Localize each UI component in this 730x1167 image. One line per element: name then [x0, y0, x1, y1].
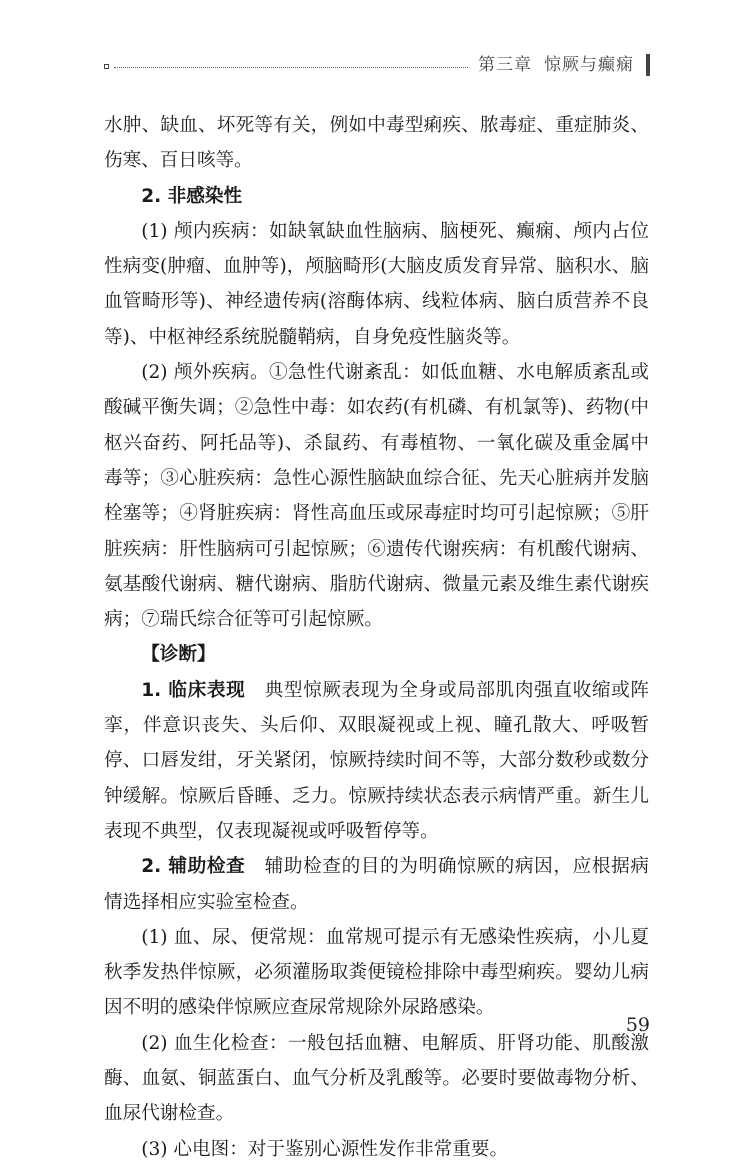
auxiliary-lead: 2. 辅助检查	[141, 856, 246, 878]
paragraph-clinical	[104, 673, 649, 849]
clinical-lead: 1. 临床表现	[141, 679, 246, 701]
header-title	[478, 52, 634, 78]
page-body	[104, 108, 649, 1167]
section-heading-noninfectious: 2. 非感染性	[141, 185, 243, 207]
header-dotted-rule	[114, 67, 468, 68]
header-bar	[646, 54, 650, 76]
header-square-icon	[104, 64, 109, 69]
auxiliary-text: 辅助检查的目的为明确惊厥的病因，应根据病情选择相应实验室检查。	[104, 856, 649, 913]
paragraph-intracranial: (1) 颅内疾病：如缺氧缺血性脑病、脑梗死、癫痫、颅内占位性病变(肿瘤、血肿等)，颅脑畸形(大脑皮质发育异常、脑积水、脑血管畸形等)、神经遗传病(溶酶体病、线粒体病、脑白质营养不良等)、中枢神经系统脱髓鞘病，自身免疫性脑炎等。	[104, 220, 649, 348]
running-header	[0, 50, 730, 80]
paragraph-auxiliary	[104, 849, 649, 920]
clinical-text: 典型惊厥表现为全身或局部肌肉强直收缩或阵挛，伴意识丧失、头后仰、双眼凝视或上视、瞳孔散大、呼吸暂停、口唇发绀，牙关紧闭，惊厥持续时间不等，大部分数秒或数分钟缓解。惊厥后昏睡、乏力。惊厥持续状态表示病情严重。新生儿表现不典型，仅表现凝视或呼吸暂停等。	[104, 679, 649, 842]
paragraph-routine: (1) 血、尿、便常规：血常规可提示有无感染性疾病，小儿夏秋季发热伴惊厥，必须灌肠取粪便镜检排除中毒型痢疾。婴幼儿病因不明的感染伴惊厥应查尿常规除外尿路感染。	[104, 926, 649, 1019]
paragraph-continuation: 水肿、缺血、坏死等有关，例如中毒型痢疾、脓毒症、重症肺炎、伤寒、百日咳等。	[104, 115, 649, 172]
paragraph-biochem: (2) 血生化检查：一般包括血糖、电解质、肝肾功能、肌酸激酶、血氨、铜蓝蛋白、血气分析及乳酸等。必要时要做毒物分析、血尿代谢检查。	[104, 1032, 649, 1125]
header-chapter: 第三章	[478, 55, 532, 75]
section-heading-diagnosis: 【诊断】	[141, 644, 216, 666]
page-number: 59	[625, 1014, 650, 1036]
header-chapter-title: 惊厥与癫痫	[544, 55, 634, 75]
paragraph-ecg: (3) 心电图：对于鉴别心源性发作非常重要。	[141, 1138, 509, 1160]
paragraph-extracranial: (2) 颅外疾病。①急性代谢紊乱：如低血糖、水电解质紊乱或酸碱平衡失调；②急性中毒：如农药(有机磷、有机氯等)、药物(中枢兴奋药、阿托品等)、杀鼠药、有毒植物、一氧化碳及重金属中毒等；③心脏疾病：急性心源性脑缺血综合征、先天心脏病并发脑栓塞等；④肾脏疾病：肾性高血压或尿毒症时均可引起惊厥；⑤肝脏疾病：肝性脑病可引起惊厥；⑥遗传代谢疾病：有机酸代谢病、氨基酸代谢病、糖代谢病、脂肪代谢病、微量元素及维生素代谢疾病；⑦瑞氏综合征等可引起惊厥。	[104, 362, 649, 631]
